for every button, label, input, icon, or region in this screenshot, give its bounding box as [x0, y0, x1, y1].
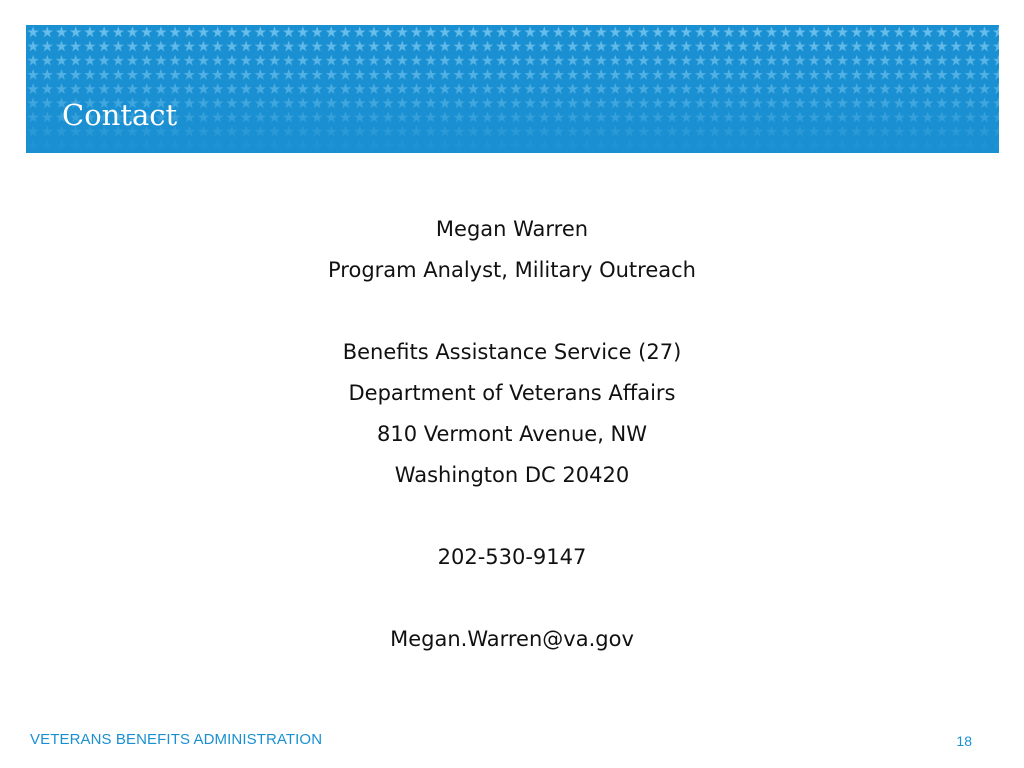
spacer	[0, 496, 1024, 537]
stars-pattern-icon	[26, 25, 999, 153]
contact-street: 810 Vermont Avenue, NW	[376, 422, 648, 446]
contact-office: Benefits Assistance Service (27)	[342, 340, 682, 364]
header-banner	[26, 25, 999, 153]
contact-department: Department of Veterans Affairs	[348, 381, 676, 405]
footer-organization: VETERANS BENEFITS ADMINISTRATION	[30, 731, 323, 748]
contact-email: Megan.Warren@va.gov	[390, 627, 634, 651]
page-number: 18	[956, 733, 972, 749]
contact-job-title: Program Analyst, Military Outreach	[328, 258, 696, 282]
contact-city-state-zip: Washington DC 20420	[394, 463, 630, 487]
contact-name: Megan Warren	[435, 217, 589, 241]
contact-phone: 202-530-9147	[437, 545, 587, 569]
page-title: Contact	[62, 98, 178, 132]
contact-info	[0, 209, 1024, 660]
spacer	[0, 578, 1024, 619]
spacer	[0, 291, 1024, 332]
